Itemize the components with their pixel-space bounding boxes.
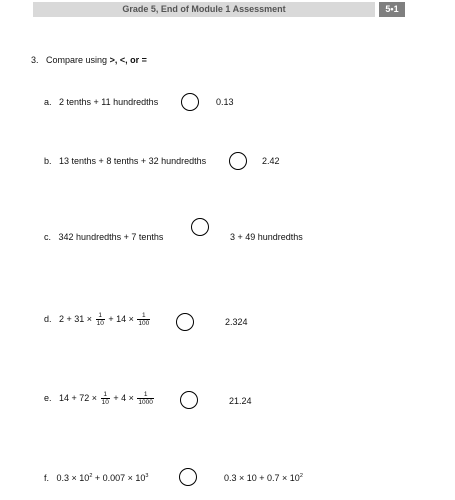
part-c-letter: c. <box>44 232 52 242</box>
part-e-expression <box>44 391 155 406</box>
part-e-fraction-2 <box>137 391 153 406</box>
question-symbols: >, <, or = <box>109 55 147 65</box>
part-d-fraction-1-den: 10 <box>96 320 104 327</box>
part-d-expression <box>44 312 151 327</box>
header-title: Grade 5, End of Module 1 Assessment <box>122 4 286 14</box>
part-d-fraction-2-num: 1 <box>137 312 150 320</box>
part-b-letter: b. <box>44 156 52 166</box>
part-d-fraction-2 <box>137 312 150 327</box>
part-b-expression <box>44 156 206 166</box>
part-f-expression <box>44 473 148 483</box>
part-e-term1: 14 + 72 × <box>59 392 98 403</box>
part-e-fraction-1-den: 10 <box>101 399 109 406</box>
part-f-left-exp1: 2 <box>89 473 93 479</box>
page-header <box>33 2 375 17</box>
part-f-right-exp: 2 <box>299 473 303 479</box>
question-number: 3. <box>31 55 39 65</box>
part-f-answer-circle[interactable] <box>179 468 197 486</box>
part-b-answer-circle[interactable] <box>229 152 247 170</box>
part-d-right: 2.324 <box>225 317 248 327</box>
part-c-expression <box>44 232 163 242</box>
part-e-fraction-2-den: 1000 <box>138 399 153 406</box>
part-d-fraction-2-den: 100 <box>138 320 150 327</box>
part-e-term2: + 4 × <box>113 392 134 403</box>
part-c-left: 342 hundredths + 7 tenths <box>58 232 164 242</box>
part-e-fraction-2-num: 1 <box>137 391 153 399</box>
part-b-left: 13 tenths + 8 tenths + 32 hundredths <box>59 156 207 166</box>
part-f-left-exp2: 3 <box>145 473 149 479</box>
part-d-answer-circle[interactable] <box>176 313 194 331</box>
part-e-letter: e. <box>44 392 52 403</box>
part-e-right: 21.24 <box>229 396 252 406</box>
part-d-term1: 2 + 31 × <box>59 313 93 324</box>
part-a-expression <box>44 97 158 107</box>
module-badge: 5•1 <box>379 2 405 17</box>
part-a-answer-circle[interactable] <box>181 93 199 111</box>
part-e-fraction-1-num: 1 <box>101 391 110 399</box>
part-f-right <box>224 473 303 483</box>
part-d-letter: d. <box>44 313 52 324</box>
part-a-letter: a. <box>44 97 52 107</box>
part-f-right-term: 0.3 × 10 + 0.7 × 10 <box>224 473 300 483</box>
part-a-right: 0.13 <box>216 97 234 107</box>
part-f-letter: f. <box>44 473 50 483</box>
part-d-fraction-1 <box>96 312 105 327</box>
part-a-left: 2 tenths + 11 hundredths <box>59 97 159 107</box>
part-f-left-term1: 0.3 × 10 <box>56 473 90 483</box>
part-c-answer-circle[interactable] <box>191 218 209 236</box>
part-e-answer-circle[interactable] <box>180 391 198 409</box>
part-d-fraction-1-num: 1 <box>96 312 105 320</box>
part-e-fraction-1 <box>101 391 110 406</box>
question-prompt: Compare using <box>46 55 110 65</box>
part-d-term2: + 14 × <box>108 313 134 324</box>
question-title <box>31 55 147 65</box>
part-c-right: 3 + 49 hundredths <box>230 232 303 242</box>
part-b-right: 2.42 <box>262 156 280 166</box>
part-f-left-term2: + 0.007 × 10 <box>92 473 146 483</box>
